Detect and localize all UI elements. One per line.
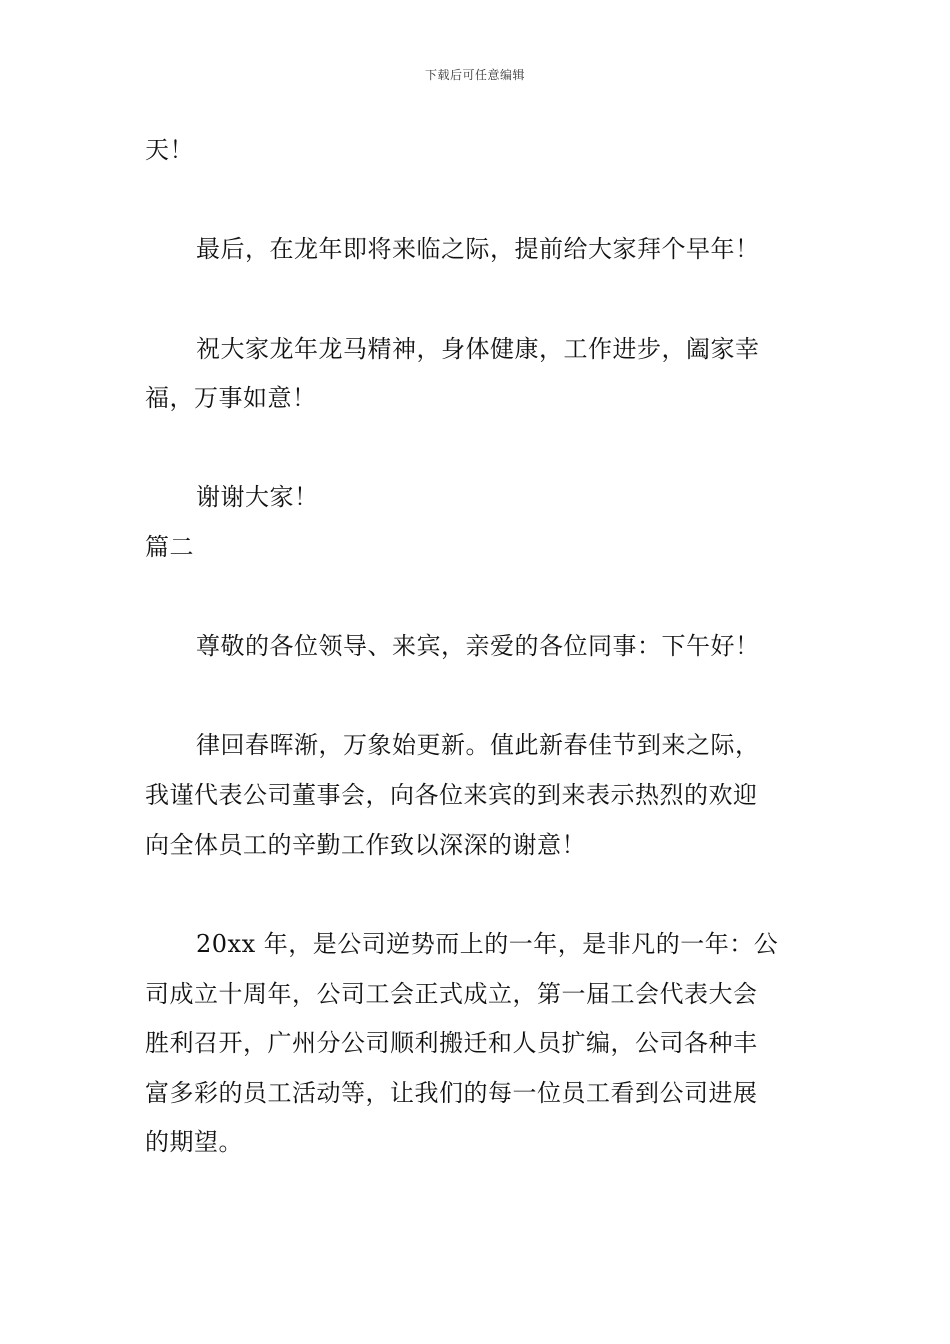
text-line-12: 胜利召开，广州分公司顺利搬迁和人员扩编，公司各种丰 (145, 1029, 758, 1057)
text-line-4: 福，万事如意！ (145, 384, 317, 412)
text-line-13: 富多彩的员工活动等，让我们的每一位员工看到公司进展 (145, 1079, 758, 1107)
text-line-7: 律回春晖渐，万象始更新。值此新春佳节到来之际， (196, 731, 760, 759)
text-line-14: 的期望。 (145, 1128, 243, 1156)
text-line-1: 天！ (145, 136, 194, 164)
text-line-3: 祝大家龙年龙马精神，身体健康，工作进步，阖家幸 (196, 335, 760, 363)
text-line-5: 谢谢大家！ (196, 483, 319, 511)
section-heading: 篇二 (145, 533, 194, 561)
page-header-note: 下载后可任意编辑 (424, 68, 525, 82)
text-line-8: 我谨代表公司董事会，向各位来宾的到来表示热烈的欢迎 (145, 781, 758, 809)
text-line-9: 向全体员工的辛勤工作致以深深的谢意！ (145, 831, 586, 859)
text-line-10: 20xx 年，是公司逆势而上的一年，是非凡的一年：公 (196, 930, 779, 958)
text-line-11: 司成立十周年，公司工会正式成立，第一届工会代表大会 (145, 980, 758, 1008)
text-line-6: 尊敬的各位领导、来宾，亲爱的各位同事：下午好！ (196, 632, 760, 660)
text-line-2: 最后，在龙年即将来临之际，提前给大家拜个早年！ (196, 235, 760, 263)
